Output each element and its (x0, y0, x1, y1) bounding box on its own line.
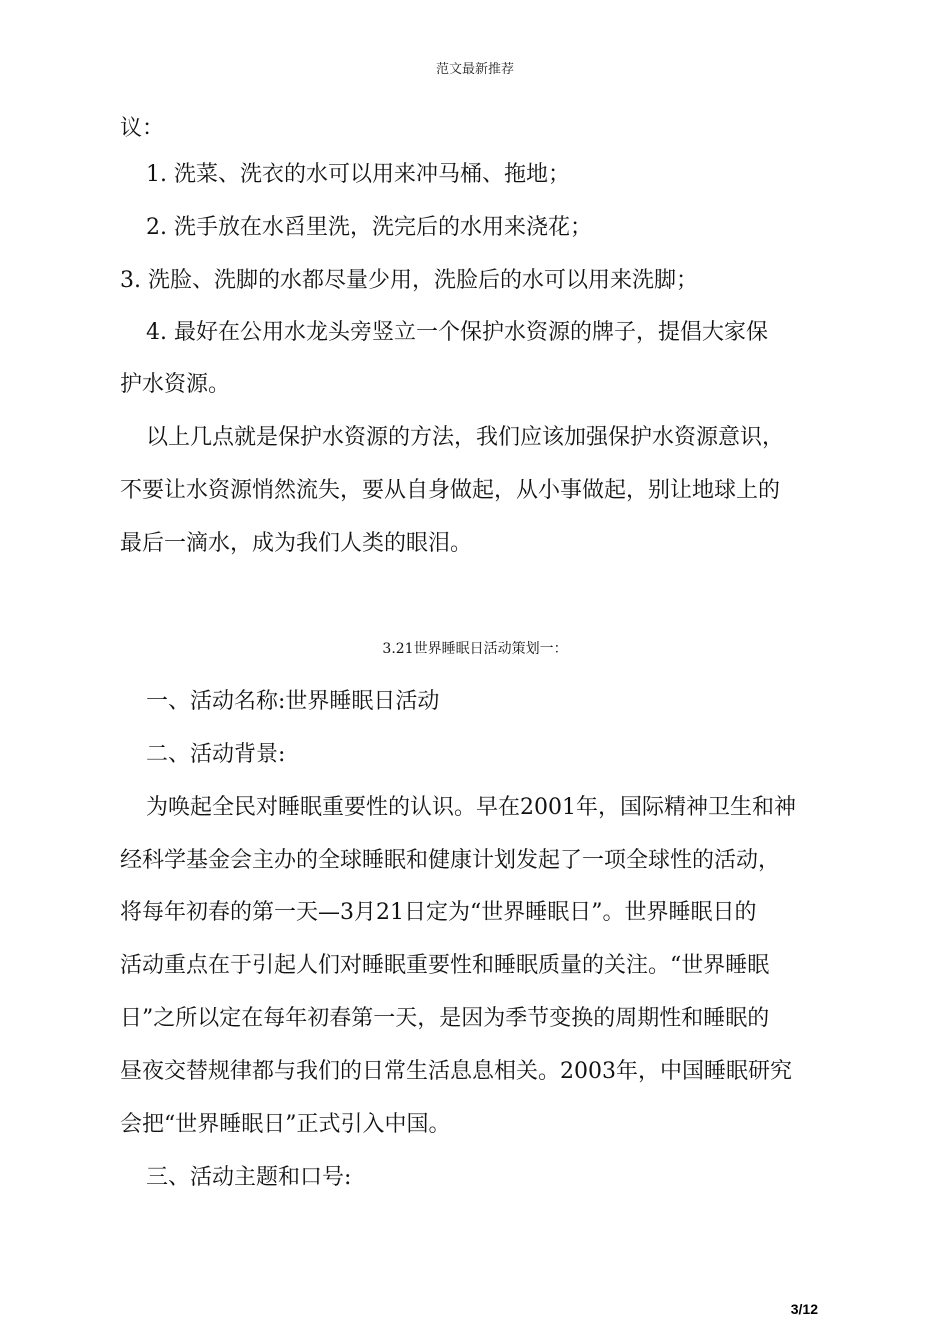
paragraph-line: 不要让水资源悄然流失，要从自身做起，从小事做起，别让地球上的 (120, 478, 781, 503)
list-item-1: 1. 洗菜、洗衣的水可以用来冲马桶、拖地； (146, 162, 570, 187)
text-line: 议： (120, 116, 165, 141)
list-item-3: 3. 洗脸、洗脚的水都尽量少用，洗脸后的水可以用来洗脚； (120, 268, 698, 293)
text-line: 护水资源。 (120, 372, 231, 397)
paragraph-line: 将每年初春的第一天—3月21日定为“世界睡眠日”。世界睡眠日的 (120, 900, 757, 925)
list-item-2: 2. 洗手放在水舀里洗，洗完后的水用来浇花； (146, 215, 592, 240)
paragraph-line: 经科学基金会主办的全球睡眠和健康计划发起了一项全球性的活动， (120, 848, 781, 873)
paragraph-line: 活动重点在于引起人们对睡眠重要性和睡眠质量的关注。“世界睡眠 (120, 953, 770, 978)
paragraph-line: 为唤起全民对睡眠重要性的认识。早在2001年，国际精神卫生和神 (146, 795, 796, 820)
paragraph-line: 会把“世界睡眠日”正式引入中国。 (120, 1112, 451, 1137)
paragraph-line: 以上几点就是保护水资源的方法，我们应该加强保护水资源意识， (146, 425, 785, 450)
section-heading: 三、活动主题和口号: (146, 1165, 352, 1190)
paragraph-line: 日”之所以定在每年初春第一天，是因为季节变换的周期性和睡眠的 (120, 1006, 770, 1031)
section-title: 3.21世界睡眠日活动策划一： (382, 641, 568, 657)
paragraph-line: 最后一滴水，成为我们人类的眼泪。 (120, 531, 473, 556)
page-number: 3/12 (790, 1301, 818, 1317)
page-header: 范文最新推荐 (435, 62, 514, 77)
section-heading: 二、活动背景: (146, 742, 286, 767)
section-heading: 一、活动名称:世界睡眠日活动 (146, 689, 440, 714)
list-item-4: 4. 最好在公用水龙头旁竖立一个保护水资源的牌子，提倡大家保 (146, 320, 768, 345)
paragraph-line: 昼夜交替规律都与我们的日常生活息息相关。2003年，中国睡眠研究 (120, 1059, 792, 1084)
